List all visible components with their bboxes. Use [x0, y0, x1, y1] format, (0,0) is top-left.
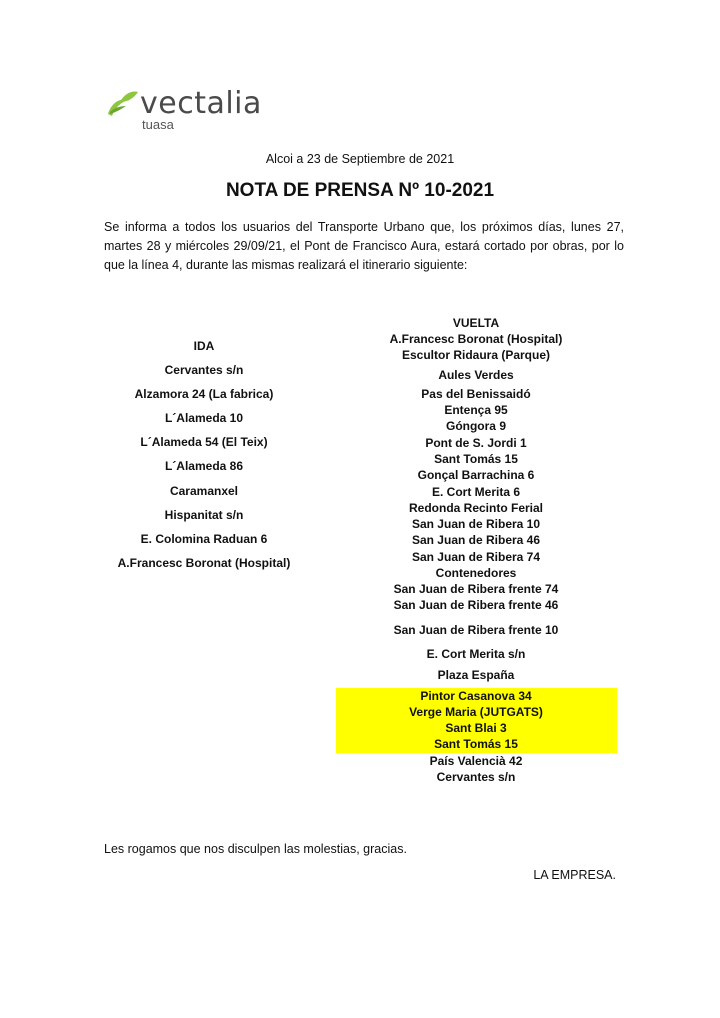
vuelta-stop: País Valencià 42 — [429, 754, 523, 768]
vuelta-stop: Redonda Recinto Ferial — [408, 501, 544, 515]
closing-text: Les rogamos que nos disculpen las molestias, gracias. — [104, 842, 407, 856]
vuelta-stop: Contenedores — [435, 566, 517, 580]
ida-stop: A.Francesc Boronat (Hospital) — [117, 556, 291, 570]
document-date: Alcoi a 23 de Septiembre de 2021 — [265, 152, 455, 166]
vuelta-stop-highlighted: Sant Blai 3 — [445, 721, 507, 735]
vuelta-stop: Pont de S. Jordi 1 — [425, 436, 527, 450]
page-title: NOTA DE PRENSA Nº 10-2021 — [225, 180, 495, 201]
vuelta-stop: Aules Verdes — [438, 368, 514, 382]
logo-subtitle: tuasa — [142, 117, 174, 132]
vuelta-column — [336, 0, 616, 1018]
vuelta-stop-highlighted: Sant Tomás 15 — [434, 737, 518, 751]
ida-stop: E. Colomina Raduan 6 — [140, 532, 268, 546]
vuelta-stop: San Juan de Ribera frente 74 — [393, 582, 559, 596]
vuelta-heading: VUELTA — [452, 316, 500, 330]
ida-stop: L´Alameda 86 — [164, 459, 244, 473]
vuelta-stop: San Juan de Ribera frente 46 — [393, 598, 559, 612]
intro-paragraph: Se informa a todos los usuarios del Transporte Urbano que, los próximos días, lunes 27, martes 28 y miércoles 29/09/21, el Pont de Francisco Aura, estará cortado por obras, por lo que la línea 4, durante las mismas realizará el itinerario siguiente: — [104, 220, 624, 272]
ida-stop: Alzamora 24 (La fabrica) — [134, 387, 274, 401]
vuelta-stop: Cervantes s/n — [436, 770, 516, 784]
ida-stop: Hispanitat s/n — [164, 508, 244, 522]
vuelta-stop-highlighted: Pintor Casanova 34 — [420, 689, 532, 703]
vuelta-stop: Góngora 9 — [445, 419, 506, 433]
vuelta-stop: Plaza España — [437, 668, 515, 682]
ida-stop: L´Alameda 54 (El Teix) — [140, 435, 268, 449]
vuelta-stop: Pas del Benissaidó — [421, 387, 531, 401]
vuelta-stop: San Juan de Ribera 10 — [411, 517, 541, 531]
ida-stop: Cervantes s/n — [164, 363, 244, 377]
ida-heading: IDA — [193, 339, 215, 353]
ida-stop: L´Alameda 10 — [164, 411, 244, 425]
vuelta-stop-highlighted: Verge Maria (JUTGATS) — [409, 705, 543, 719]
ida-column — [104, 0, 304, 1018]
vuelta-stop: San Juan de Ribera frente 10 — [393, 623, 559, 637]
signature: LA EMPRESA. — [533, 868, 616, 882]
vuelta-stop: Escultor Ridaura (Parque) — [401, 348, 551, 362]
vuelta-stop: E. Cort Merita 6 — [431, 485, 521, 499]
vuelta-stop: Sant Tomás 15 — [434, 452, 518, 466]
ida-stop: Caramanxel — [169, 484, 239, 498]
vuelta-stop: San Juan de Ribera 74 — [411, 550, 541, 564]
vuelta-stop: Entença 95 — [444, 403, 508, 417]
logo-wordmark: vectalia — [140, 86, 262, 121]
vuelta-stop: E. Cort Merita s/n — [426, 647, 526, 661]
vuelta-stop: A.Francesc Boronat (Hospital) — [389, 332, 563, 346]
vuelta-stop: San Juan de Ribera 46 — [411, 533, 541, 547]
vuelta-stop: Gonçal Barrachina 6 — [417, 468, 535, 482]
